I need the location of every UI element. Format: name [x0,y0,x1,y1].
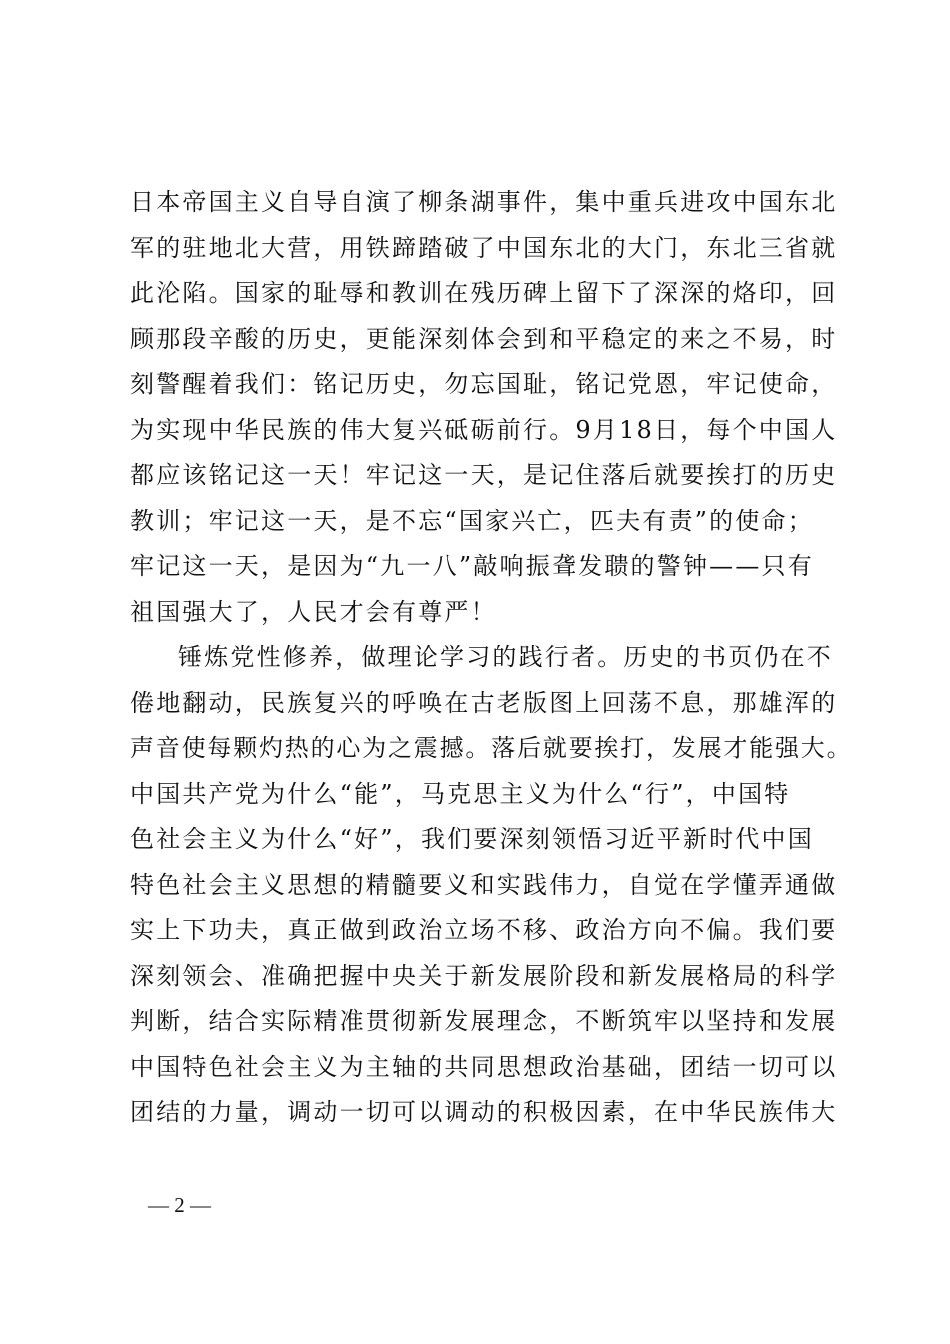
text-line: 团结的力量，调动一切可以调动的积极因素，在中华民族伟大 [130,1098,838,1126]
text-line: 刻警醒着我们：铭记历史，勿忘国耻，铭记党恩，牢记使命， [130,370,838,398]
text-line: 为实现中华民族的伟大复兴砥砺前行。9月18日，每个中国人 [130,415,838,444]
page-number: — 2 — [148,1193,211,1217]
paragraph-start-line: 锤炼党性修养，做理论学习的践行者。历史的书页仍在不 [178,643,833,671]
text-line: 日本帝国主义自导自演了柳条湖事件，集中重兵进攻中国东北 [130,188,838,216]
text-line: 中国共产党为什么“能”，马克思主义为什么“行”，中国特 [130,779,791,808]
text-line: 特色社会主义思想的精髓要义和实践伟力，自觉在学懂弄通做 [130,870,838,899]
text-line: 判断，结合实际精准贯彻新发展理念，不断筑牢以坚持和发展 [130,1007,838,1035]
text-line: 实上下功夫，真正做到政治立场不移、政治方向不偏。我们要 [130,916,838,944]
text-line: 祖国强大了，人民才会有尊严！ [130,597,497,626]
text-line: 此沦陷。国家的耻辱和教训在残历碑上留下了深深的烙印，回 [130,279,838,307]
text-line: 牢记这一天，是因为“九一八”敲响振聋发聩的警钟——只有 [130,552,814,580]
text-line: 色社会主义为什么“好”，我们要深刻领悟习近平新时代中国 [130,825,814,853]
text-line: 军的驻地北大营，用铁蹄踏破了中国东北的大门，东北三省就 [130,233,838,262]
text-line: 声音使每颗灼热的心为之震撼。落后就要挨打，发展才能强大。 [130,734,853,762]
text-line: 倦地翻动，民族复兴的呼唤在古老版图上回荡不息，那雄浑的 [130,688,838,717]
body-text [130,180,853,1136]
text-line: 教训；牢记这一天，是不忘“国家兴亡，匹夫有责”的使命； [130,506,814,535]
text-line: 中国特色社会主义为主轴的共同思想政治基础，团结一切可以 [130,1052,838,1081]
text-line: 都应该铭记这一天！牢记这一天，是记住落后就要挨打的历史 [130,461,838,489]
text-line: 深刻领会、准确把握中央关于新发展阶段和新发展格局的科学 [130,961,838,990]
text-line: 顾那段辛酸的历史，更能深刻体会到和平稳定的来之不易，时 [130,324,838,353]
